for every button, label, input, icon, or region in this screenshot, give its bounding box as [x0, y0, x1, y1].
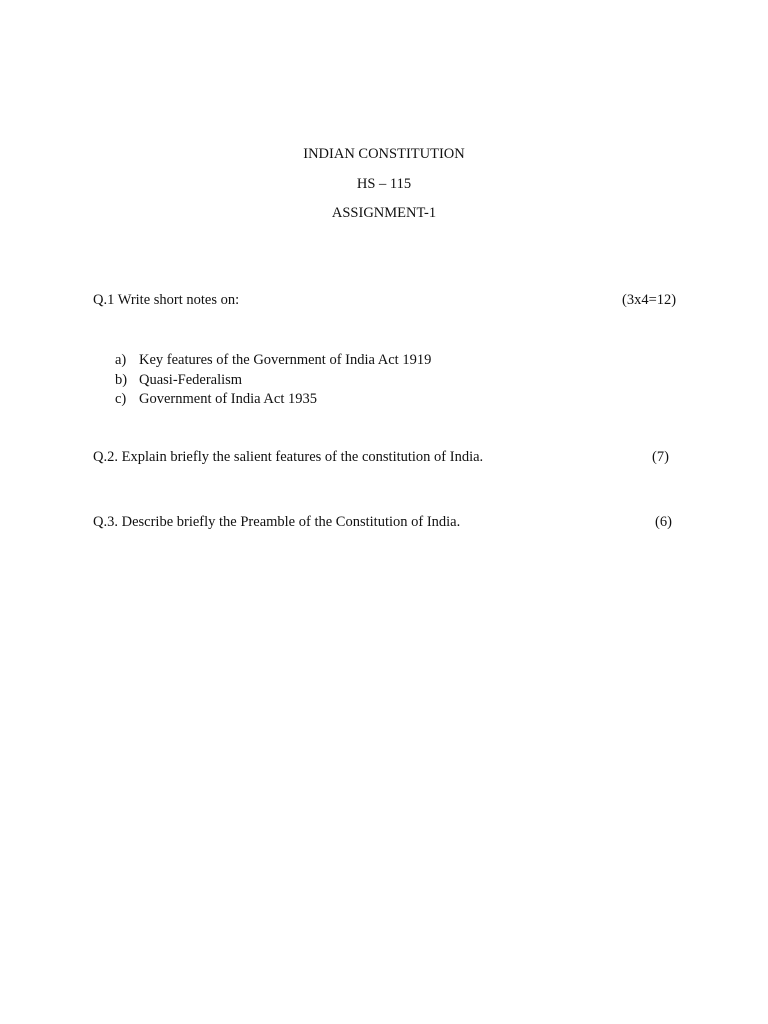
question-2-marks: (7)	[652, 449, 669, 465]
assignment-label: ASSIGNMENT-1	[331, 205, 437, 221]
sub-item-marker: b)	[115, 371, 128, 388]
question-3-text: Q.3. Describe briefly the Preamble of the Constitution of India.	[93, 514, 461, 530]
course-code: HS – 115	[356, 176, 412, 192]
sub-item-c	[115, 390, 431, 410]
sub-item-b	[115, 371, 431, 391]
sub-item-marker: a)	[115, 352, 127, 368]
question-1-text: Q.1 Write short notes on:	[93, 292, 240, 308]
sub-item-text: Key features of the Government of India Act 1919	[139, 352, 432, 368]
question-3-marks: (6)	[655, 514, 672, 530]
sub-item-text: Quasi-Federalism	[139, 371, 243, 388]
question-1-sub-items	[115, 351, 431, 410]
question-1-marks: (3x4=12)	[622, 292, 677, 308]
question-2-text: Q.2. Explain briefly the salient features of the constitution of India.	[93, 449, 484, 465]
sub-item-a	[115, 351, 431, 371]
document-title: INDIAN CONSTITUTION	[303, 146, 465, 162]
sub-item-text: Government of India Act 1935	[139, 391, 317, 407]
sub-item-marker: c)	[115, 391, 127, 407]
